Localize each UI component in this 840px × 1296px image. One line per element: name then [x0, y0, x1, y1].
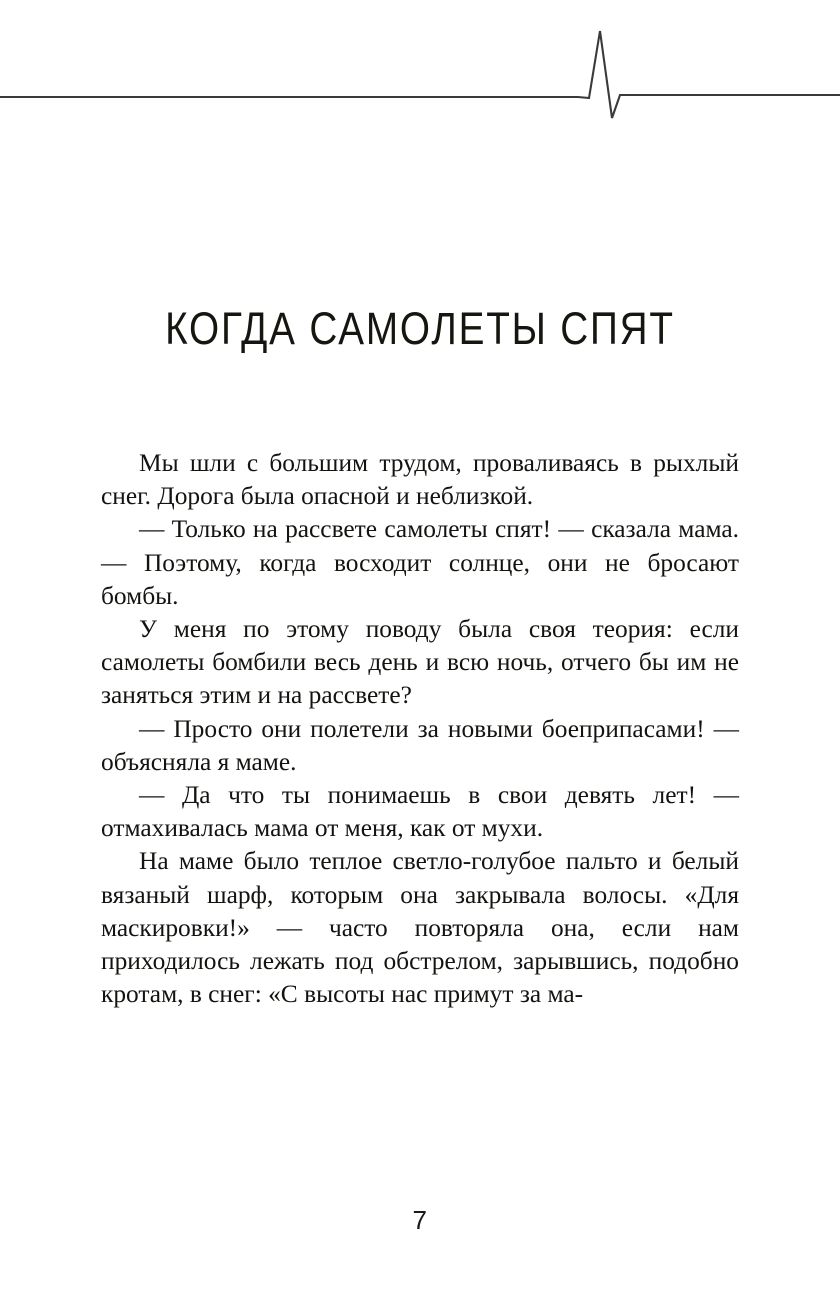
- paragraph: — Просто они полетели за новыми боеприпасами! — объясняла я маме.: [101, 714, 739, 776]
- page-number: 7: [412, 1205, 428, 1235]
- paragraph: — Только на рассвете самолеты спят! — сказала мама. — Поэтому, когда восходит солнце, они не бросают бомбы.: [101, 515, 739, 610]
- chapter-title: КОГДА САМОЛЕТЫ СПЯТ: [165, 303, 675, 355]
- body-text: [101, 447, 739, 1011]
- paragraph: Мы шли с большим трудом, проваливаясь в рыхлый снег. Дорога была опасной и неблизкой.: [101, 449, 739, 511]
- paragraph: У меня по этому поводу была своя теория: если самолеты бомбили весь день и всю ночь, отчего бы им не заняться этим и на рассвете?: [101, 615, 739, 710]
- paragraph: — Да что ты понимаешь в свои девять лет! — отмахивалась мама от меня, как от мухи.: [101, 781, 739, 843]
- paragraph: На маме было теплое светло-голубое пальто и белый вязаный шарф, которым она закрывала волосы. «Для маскировки!» — часто повторяла она, если нам приходилось лежать под обстрелом, зарывшись, подобно кротам, в снег: «С высоты нас примут за ма-: [101, 847, 739, 1009]
- header-ekg-rule: [0, 0, 840, 150]
